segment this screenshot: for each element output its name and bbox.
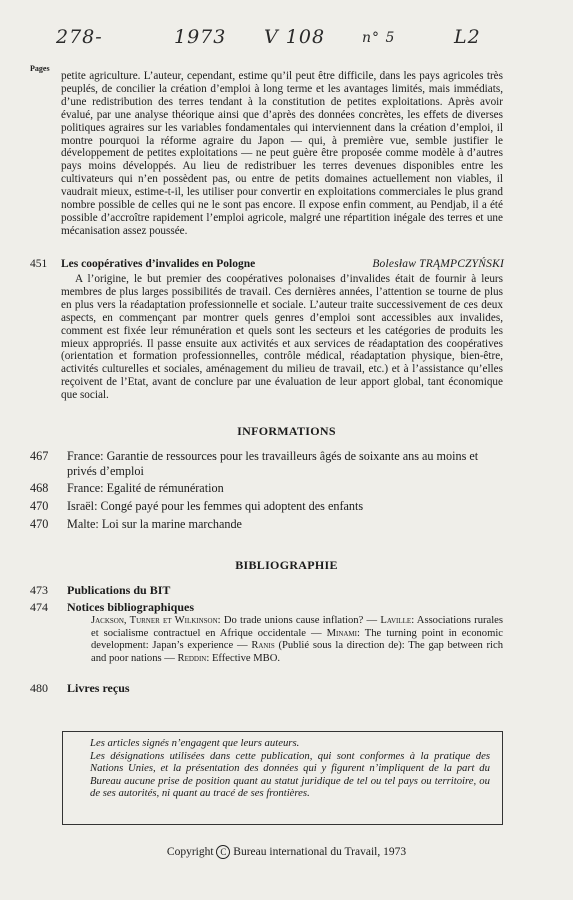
bib-text: Livres reçus bbox=[67, 681, 130, 695]
notice-work: Do trade unions cause inflation? — bbox=[220, 615, 381, 626]
notice-work: Effective MBO. bbox=[209, 652, 281, 664]
copyright-symbol-icon: C bbox=[216, 845, 230, 859]
pages-label: Pages bbox=[30, 64, 50, 73]
hand-note-1: 278- bbox=[56, 26, 103, 48]
notice-author: Minami: bbox=[326, 627, 360, 639]
disclaimer-box bbox=[62, 731, 503, 825]
article-title: Les coopératives d’invalides en Pologne bbox=[61, 258, 256, 270]
hand-note-5: L2 bbox=[454, 26, 481, 48]
notice-author: Ranis bbox=[251, 640, 275, 652]
informations-heading: INFORMATIONS bbox=[237, 424, 336, 438]
info-text: France: Egalité de rémunération bbox=[67, 481, 224, 495]
info-text: Israël: Congé payé pour les femmes qui adoptent des enfants bbox=[67, 499, 364, 513]
notice-author: Reddin: bbox=[177, 652, 210, 664]
info-page-number: 467 bbox=[30, 449, 49, 463]
info-text: France: Garantie de ressources pour les travailleurs âgés de soixante ans au moins et privés d’emploi bbox=[67, 449, 479, 478]
bib-text: Publications du BIT bbox=[67, 583, 171, 597]
notice-author: Laville: bbox=[380, 615, 415, 626]
bibliographic-notices bbox=[91, 615, 503, 665]
notice-work: The turning point in economic development: Japan’s experience — bbox=[91, 627, 503, 652]
article-author: Bolesław TRĄMPCZYŃSKI bbox=[372, 258, 504, 270]
bibliographie-heading: BIBLIOGRAPHIE bbox=[235, 558, 338, 572]
intro-paragraph: petite agriculture. L’auteur, cependant, estime qu’il peut être difficile, dans les pays agricoles très peuplés, de concilier la création d’emploi à long terme et les avantages limités, mais immédiats, d’une redistribution des terres tendant à la constitution de petites exploitations. Après avoir évalué, par une analyse théorique ainsi que d’après des données concrètes, les effets de diverses politiques agraires sur les variables fondamentales qui interviennent dans la création d’emploi, il montre pourquoi la réforme agraire du Japon — qui, à première vue, semble justifier le développement de petites exploitations — ne peut guère être proposée comme modèle à d’autres pays moins développés. Au lieu de redistribuer les terres devenues disponibles entre les cultivateurs qui n’en possèdent pas, ou entre de petits domaines actuellement non viables, il vaudrait mieux, estime-t-il, les utiliser pour convertir en exploitations commerciales le plus grand nombre possible de celles qui ne le sont pas encore. Il expose enfin comment, au Pendjab, il a été possible d’accroître rapidement l’emploi agricole, malgré une répartition inégale des terres et une mécanisation assez poussée. bbox=[61, 70, 503, 237]
bib-page-number: 473 bbox=[30, 583, 48, 597]
notice-work: Associations rurales et socialisme contractuel en Afrique occidentale — bbox=[91, 615, 503, 639]
info-page-number: 470 bbox=[30, 499, 49, 513]
bib-page-number: 474 bbox=[30, 600, 48, 614]
disclaimer-line-1: Les articles signés n’engagent que leurs auteurs. bbox=[90, 737, 300, 749]
copyright-line bbox=[0, 845, 573, 859]
hand-note-3: V 108 bbox=[264, 26, 326, 48]
info-page-number: 468 bbox=[30, 481, 49, 495]
copyright-text: Bureau international du Travail, 1973 bbox=[233, 846, 407, 858]
bib-page-number: 480 bbox=[30, 681, 48, 695]
notice-work: (Publié sous la direction de): The gap between rich and poor nations — bbox=[91, 640, 503, 664]
info-page-number: 470 bbox=[30, 517, 49, 531]
notice-author: Jackson, Turner et Wilkinson: bbox=[91, 615, 221, 626]
handwritten-annotation bbox=[56, 20, 533, 54]
info-text: Malte: Loi sur la marine marchande bbox=[67, 517, 242, 531]
article-page-number: 451 bbox=[30, 258, 48, 270]
bib-text: Notices bibliographiques bbox=[67, 600, 195, 614]
article-summary: A l’origine, le but premier des coopératives polonaises d’invalides était de fournir à leurs membres de plus larges possibilités de travail. Ces dernières années, l’attention se tourne de plus en plus vers la réadaptation professionnelle et sociale. L’auteur traite successivement de ces deux aspects, en commençant par montrer quels genres d’emploi sont accessibles aux invalides, comment est fixée leur rémunération et quels sont les secteurs et les catégories de produits les mieux appropriés. Il passe ensuite aux activités et aux services de réadaptation des coopératives (orientation et formation professionnelles, contrôle médical, réadaptation physique, bien-être, activités culturelles et sociales, aménagement du milieu de travail, etc.) et à l’assistance qu’elles reçoivent de l’Etat, avant de conclure par une évaluation de leur apport global, tant économique que social. bbox=[61, 273, 503, 402]
hand-note-4: n° 5 bbox=[362, 30, 396, 46]
disclaimer-line-2: Les désignations utilisées dans cette publication, qui sont conformes à la pratique des Nations Unies, et la présentation des données qui y figurent n’impliquent de la part du Bureau aucune prise de position quant au statut juridique de tel ou tel pays ou territoire, ou de ses autorités, ni quant au tracé de ses frontières. bbox=[90, 749, 490, 799]
hand-note-2: 1973 bbox=[174, 26, 227, 48]
copyright-prefix: Copyright bbox=[166, 846, 214, 858]
